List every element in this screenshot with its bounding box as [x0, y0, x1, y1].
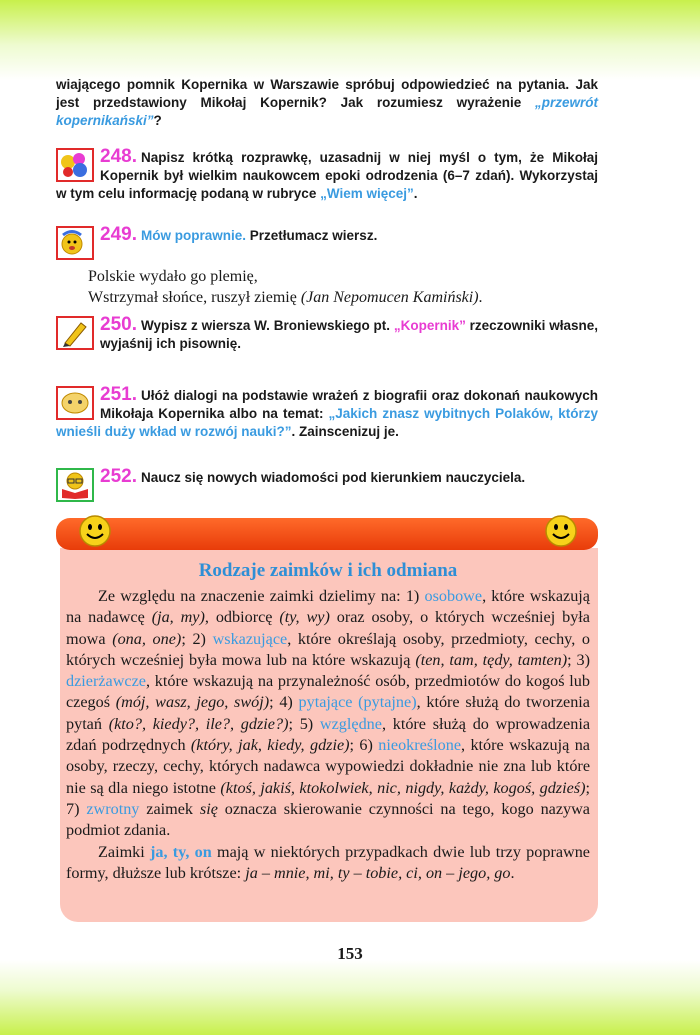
exercise-250: 250. Wypisz z wiersza W. Broniewskiego pt. „Kopernik” rzeczowniki własne, wyjaśnij ich pisownię. [56, 316, 598, 353]
exercise-249: 249. Mów poprawnie. Przetłumacz wiersz. [56, 226, 598, 262]
smiley-icon-left [78, 514, 112, 548]
rule-title: Rodzaje zaimków i ich odmiana [198, 560, 458, 581]
intro-quote: „przewrót kopernikański” [56, 95, 598, 128]
correct-speech-label: Mów poprawnie. [140, 228, 246, 243]
pencil-icon [56, 316, 94, 350]
dialogue-icon [56, 386, 94, 420]
reading-book-icon [56, 468, 94, 502]
rule-paragraph-1: Ze względu na znaczenie zaimki dzielimy na: 1) osobowe, które wskazują na nadawcę (ja, my), odbiorcę (ty, wy) oraz osoby, o których wcześniej była mowa (ona, one); 2) wskazujące, które określają osoby, przedmioty, cechy, o których wcześniej była mowa lub na które wskazują (ten, tam, tędy, tamten); 3) dzierżawcze, które wskazują na przynależność osób, przedmiotów do kogoś lub czegoś (mój, wasz, jego, swój); 4) pytające (pytajne), które służą do tworzenia pytań (kto?, kiedy?, ile?, gdzie?); 5) względne, które służą do wprowadzenia zdań podrzędnych (który, jak, kiedy, gdzie); 6) nieokreślone, które wskazują na osoby, rzeczy, cechy, których nadawca wypowiedzi dokładnie nie zna lub które nie są dla niego istotne (ktoś, jakiś, ktokolwiek, nic, nigdy, każdy, kogoś, gdzieś); 7) zwrotny zaimek się oznacza skierowanie czynności na tego, kogo nazywa podmiot zdania. [66, 587, 591, 840]
rule-paragraph-2: Zaimki ja, ty, on mają w niektórych przypadkach dwie lub trzy poprawne formy, dłuższe lub krótsze: ja – mnie, mi, ty – tobie, ci, on – jego, go. [66, 842, 590, 882]
verse-author: (Jan Nepomucen Kamiński) [300, 289, 479, 306]
exercise-252: 252. Naucz się nowych wiadomości pod kierunkiem nauczyciela. [56, 468, 598, 504]
balls-icon [56, 148, 94, 182]
rule-banner [56, 518, 598, 550]
exercise-251: 251. Ułóż dialogi na podstawie wrażeń z biografii oraz dokonań naukowych Mikołaja Kopernika albo na temat: „Jakich znasz wybitnych Polaków, którzy wnieśli duży wkład w rozwój nauki?”. Zainscenizuj je. [56, 384, 598, 439]
verse: Polskie wydało go plemię, Wstrzymał słońce, ruszył ziemię (Jan Nepomucen Kamiński). [88, 268, 483, 306]
rule-box [60, 548, 598, 922]
smiley-icon-right [544, 514, 578, 548]
exercise-248: 248. Napisz krótką rozprawkę, uzasadnij w niej myśl o tym, że Mikołaj Kopernik był wielkim naukowcem epoki odrodzenia (6–7 zdań). Wykorzystaj w tym celu informację podaną w rubryce „Wiem więcej”. [56, 146, 598, 201]
exercise-number: 248. [100, 146, 137, 167]
speaking-face-icon [56, 226, 94, 260]
page-number: 153 [337, 944, 363, 963]
intro-paragraph: wiającego pomnik Kopernika w Warszawie spróbuj odpowiedzieć na pytania. Jak jest przedstawiony Mikołaj Kopernik? Jak rozumiesz wyrażenie „przewrót kopernikański”? [56, 77, 598, 128]
